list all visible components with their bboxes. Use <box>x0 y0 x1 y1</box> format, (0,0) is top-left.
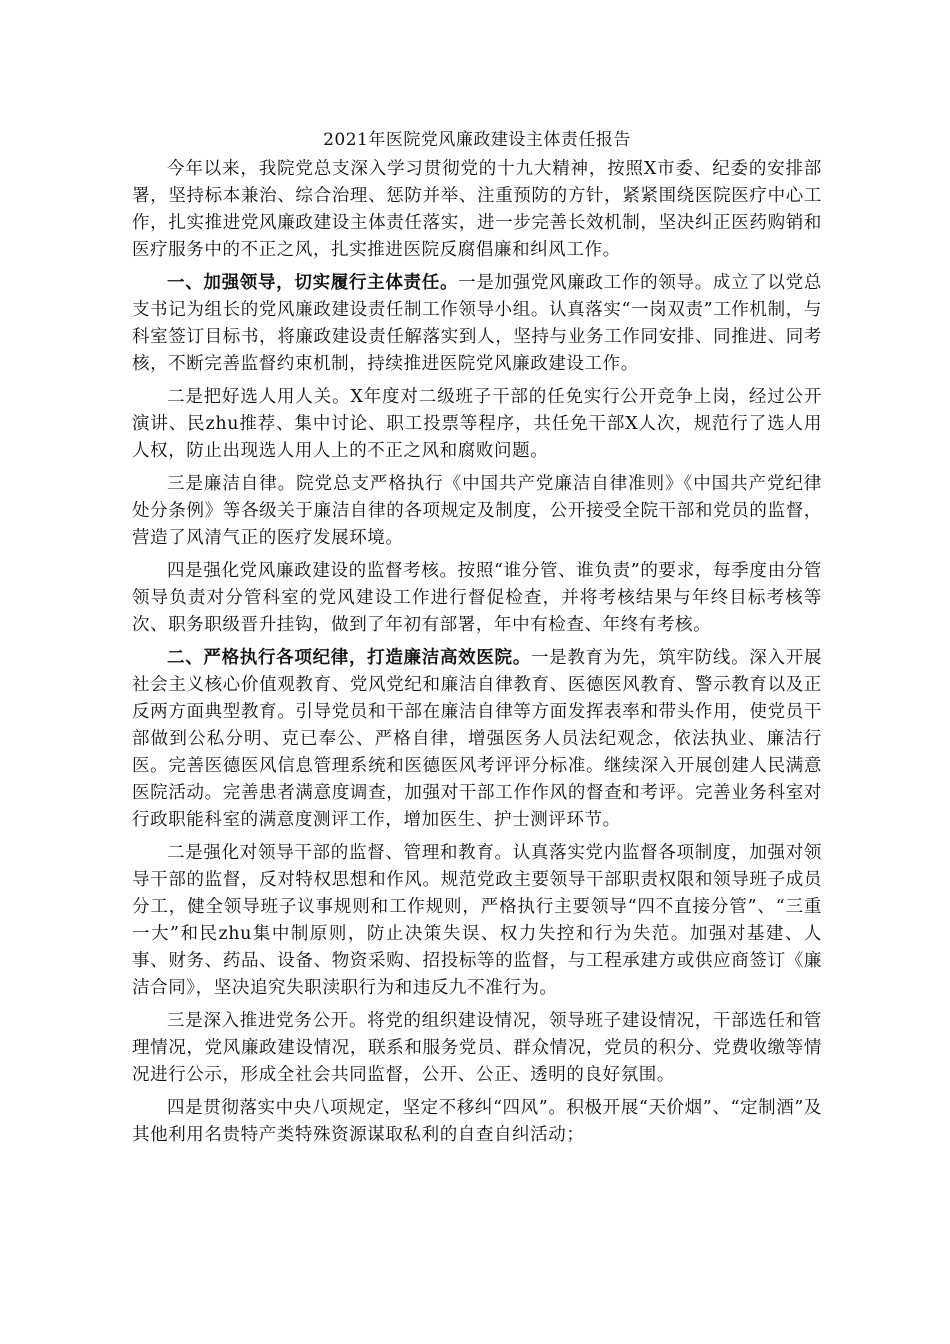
section2-paragraph-2: 二是强化对领导干部的监督、管理和教育。认真落实党内监督各项制度，加强对领导干部的监督，反对特权思想和作风。规范党政主要领导干部职责权限和领导班子成员分工，健全领导班子议事规则和工作规则，严格执行主要领导“四不直接分管”、“三重一大”和民zhu集中制原则，防止决策失误、权力失控和行为失范。加强对基建、人事、财务、药品、设备、物资采购、招投标等的监督，与工程承建方或供应商签订《廉洁合同》，坚决追究失职渎职行为和违反九不准行为。 <box>132 843 822 998</box>
document-page <box>132 128 822 1155</box>
section1-paragraph-4: 四是强化党风廉政建设的监督考核。按照“谁分管、谁负责”的要求，每季度由分管领导负责对分管科室的党风建设工作进行督促检查，并将考核结果与年终目标考核等次、职务职级晋升挂钩，做到了年初有部署，年中有检查、年终有考核。 <box>132 561 822 635</box>
section1-paragraph-2: 二是把好选人用人关。X年度对二级班子干部的任免实行公开竞争上岗，经过公开演讲、民zhu推荐、集中讨论、职工投票等程序，共任免干部X人次，规范行了选人用人权，防止出现选人用人上的不正之风和腐败问题。 <box>132 387 822 461</box>
section1-p1-text: 一是加强党风廉政工作的领导。成立了以党总支书记为组长的党风廉政建设责任制工作领导小组。认真落实“一岗双责”工作机制，与科室签订目标书，将廉政建设责任解落实到人，坚持与业务工作同安排、同推进、同考核，不断完善监督约束机制，持续推进医院党风廉政建设工作。 <box>132 273 822 374</box>
document-title: 2021年医院党风廉政建设主体责任报告 <box>323 130 631 150</box>
section2-paragraph-4: 四是贯彻落实中央八项规定，坚定不移纠“四风”。积极开展“天价烟”、“定制酒”及其他利用名贵特产类特殊资源谋取私利的自查自纠活动； <box>132 1098 822 1145</box>
section2-heading: 二、严格执行各项纪律，打造廉洁高效医院。 <box>167 648 531 668</box>
intro-paragraph: 今年以来，我院党总支深入学习贯彻党的十九大精神，按照X市委、纪委的安排部署，坚持标本兼治、综合治理、惩防并举、注重预防的方针，紧紧围绕医院医疗中心工作，扎实推进党风廉政建设主体责任落实，进一步完善长效机制，坚决纠正医药购销和医疗服务中的不正之风，扎实推进医院反腐倡廉和纠风工作。 <box>132 159 822 260</box>
section2-p1-text: 一是教育为先，筑牢防线。深入开展社会主义核心价值观教育、党风党纪和廉洁自律教育、医德医风教育、警示教育以及正反两方面典型教育。引导党员和干部在廉洁自律等方面发挥表率和带头作用，使党员干部做到公私分明、克已奉公、严格自律，增强医务人员法纪观念，依法执业、廉洁行医。完善医德医风信息管理系统和医德医风考评评分标准。继续深入开展创建人民满意医院活动。完善患者满意度调查，加强对干部工作作风的督查和考评。完善业务科室对行政职能科室的满意度测评工作，增加医生、护士测评环节。 <box>132 648 822 830</box>
section2-paragraph-3: 三是深入推进党务公开。将党的组织建设情况，领导班子建设情况，干部选任和管理情况，党风廉政建设情况，联系和服务党员、群众情况，党员的积分、党费收缴等情况进行公示，形成全社会共同监督，公开、公正、透明的良好氛围。 <box>132 1011 822 1085</box>
section1-paragraph-3: 三是廉洁自律。院党总支严格执行《中国共产党廉洁自律准则》《中国共产党纪律处分条例》等各级关于廉洁自律的各项规定及制度，公开接受全院干部和党员的监督，营造了风清气正的医疗发展环境。 <box>132 474 822 548</box>
section1-heading: 一、加强领导，切实履行主体责任。 <box>167 273 459 293</box>
section2-paragraph-1 <box>132 645 822 834</box>
section1-paragraph-1 <box>132 270 822 378</box>
